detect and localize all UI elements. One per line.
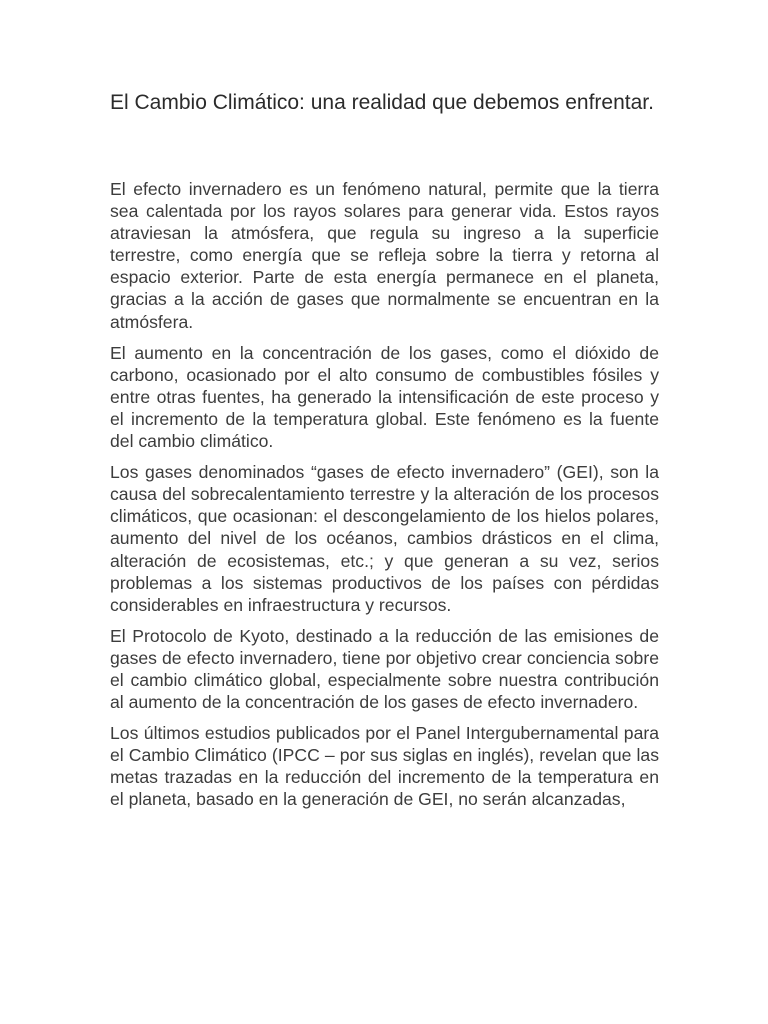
- document-title: El Cambio Climático: una realidad que debemos enfrentar.: [110, 91, 654, 114]
- paragraph-2: El aumento en la concentración de los gases, como el dióxido de carbono, ocasionado por el alto consumo de combustibles fósiles y entre otras fuentes, ha generado la intensificación de este proceso y el incremento de la temperatura global. Este fenómeno es la fuente del cambio climático.: [110, 342, 659, 452]
- paragraph-3: Los gases denominados “gases de efecto invernadero” (GEI), son la causa del sobrecalentamiento terrestre y la alteración de los procesos climáticos, que ocasionan: el descongelamiento de los hielos polares, aumento del nivel de los océanos, cambios drásticos en el clima, alteración de ecosistemas, etc.; y que generan a su vez, serios problemas a los sistemas productivos de los países con pérdidas considerables en infraestructura y recursos.: [110, 462, 659, 615]
- paragraph-5: Los últimos estudios publicados por el Panel Intergubernamental para el Cambio Climático (IPCC – por sus siglas en inglés), revelan que las metas trazadas en la reducción del incremento de la temperatura en el planeta, basado en la generación de GEI, no serán alcanzadas,: [110, 723, 659, 810]
- paragraph-1: El efecto invernadero es un fenómeno natural, permite que la tierra sea calentada por los rayos solares para generar vida. Estos rayos atraviesan la atmósfera, que regula su ingreso a la superficie terrestre, como energía que se refleja sobre la tierra y retorna al espacio exterior. Parte de esta energía permanece en el planeta, gracias a la acción de gases que normalmente se encuentran en la atmósfera.: [110, 179, 659, 332]
- paragraph-4: El Protocolo de Kyoto, destinado a la reducción de las emisiones de gases de efecto invernadero, tiene por objetivo crear conciencia sobre el cambio climático global, especialmente sobre nuestra contribución al aumento de la concentración de los gases de efecto invernadero.: [110, 625, 659, 713]
- document-body: [110, 178, 659, 820]
